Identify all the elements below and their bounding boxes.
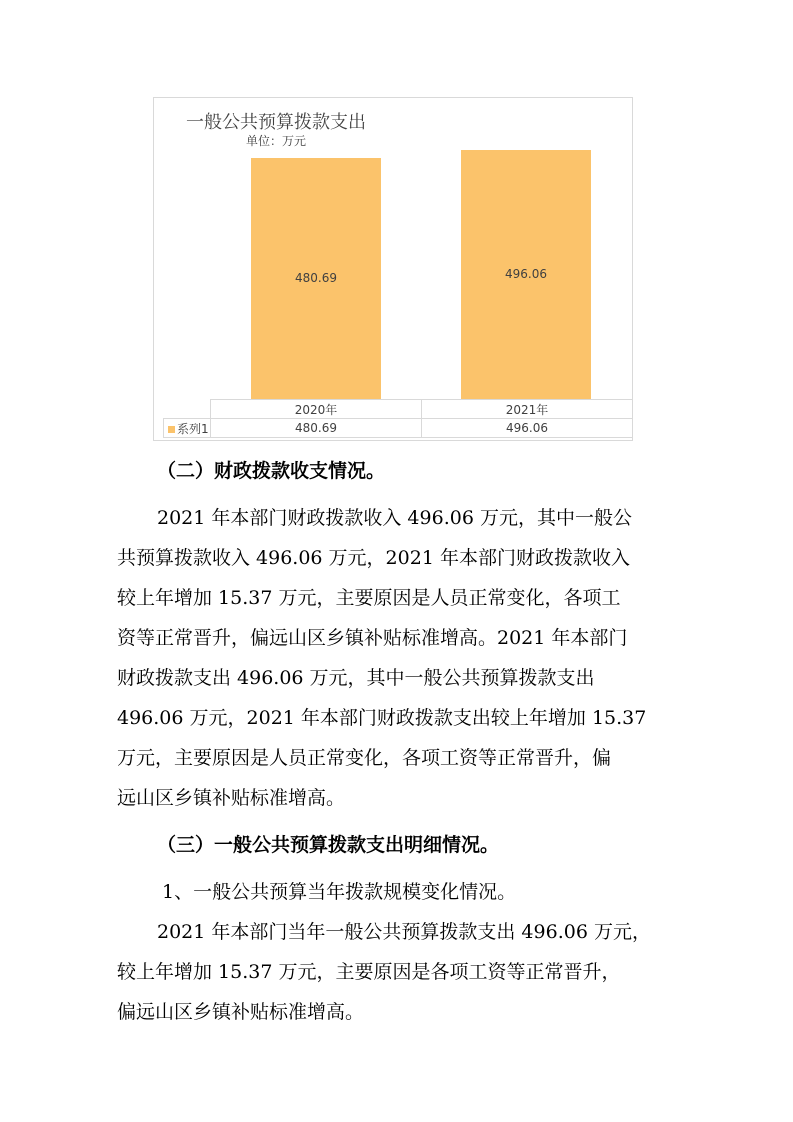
data-table-corner — [164, 400, 211, 419]
section3-line-3: 偏远山区乡镇补贴标准增高。 — [117, 1001, 365, 1023]
bar-value-label-2020: 480.69 — [295, 270, 337, 285]
legend-entry — [164, 419, 211, 438]
chart-unit-label: 单位：万元 — [246, 134, 307, 148]
legend-swatch-icon — [168, 426, 175, 433]
section2-line-3: 较上年增加 15.37 万元，主要原因是人员正常变化，各项工 — [117, 587, 621, 609]
section2-line-2: 共预算拨款收入 496.06 万元，2021 年本部门财政拨款收入 — [117, 547, 630, 569]
section3-line-1: 2021 年本部门当年一般公共预算拨款支出 496.06 万元， — [157, 921, 651, 943]
chart-title: 一般公共预算拨款支出 — [186, 112, 366, 133]
section3-heading: （三）一般公共预算拨款支出明细情况。 — [157, 834, 500, 856]
section2-heading: （二）财政拨款收支情况。 — [157, 460, 386, 482]
section2-line-5: 财政拨款支出 496.06 万元，其中一般公共预算拨款支出 — [117, 667, 595, 689]
series-name: 系列1 — [177, 421, 209, 436]
data-table-header-row — [164, 400, 633, 419]
category-label-2021: 2021年 — [422, 400, 633, 419]
section2-line-6: 496.06 万元，2021 年本部门财政拨款支出较上年增加 15.37 — [117, 707, 647, 729]
table-value-2020: 480.69 — [211, 419, 422, 438]
table-value-2021: 496.06 — [422, 419, 633, 438]
section2-line-7: 万元，主要原因是人员正常变化，各项工资等正常晋升，偏 — [117, 747, 612, 769]
bar-value-label-2021: 496.06 — [505, 266, 547, 281]
section2-line-1: 2021 年本部门财政拨款收入 496.06 万元，其中一般公 — [157, 507, 632, 529]
section3-line-2: 较上年增加 15.37 万元，主要原因是各项工资等正常晋升， — [117, 961, 621, 983]
data-table-series-row — [164, 419, 633, 438]
section2-line-4: 资等正常晋升，偏远山区乡镇补贴标准增高。2021 年本部门 — [117, 627, 628, 649]
section3-subheading: 1、一般公共预算当年拨款规模变化情况。 — [162, 881, 517, 903]
section2-line-8: 远山区乡镇补贴标准增高。 — [117, 787, 346, 809]
category-label-2020: 2020年 — [211, 400, 422, 419]
chart-data-table — [163, 399, 633, 438]
budget-expenditure-chart — [153, 97, 633, 441]
